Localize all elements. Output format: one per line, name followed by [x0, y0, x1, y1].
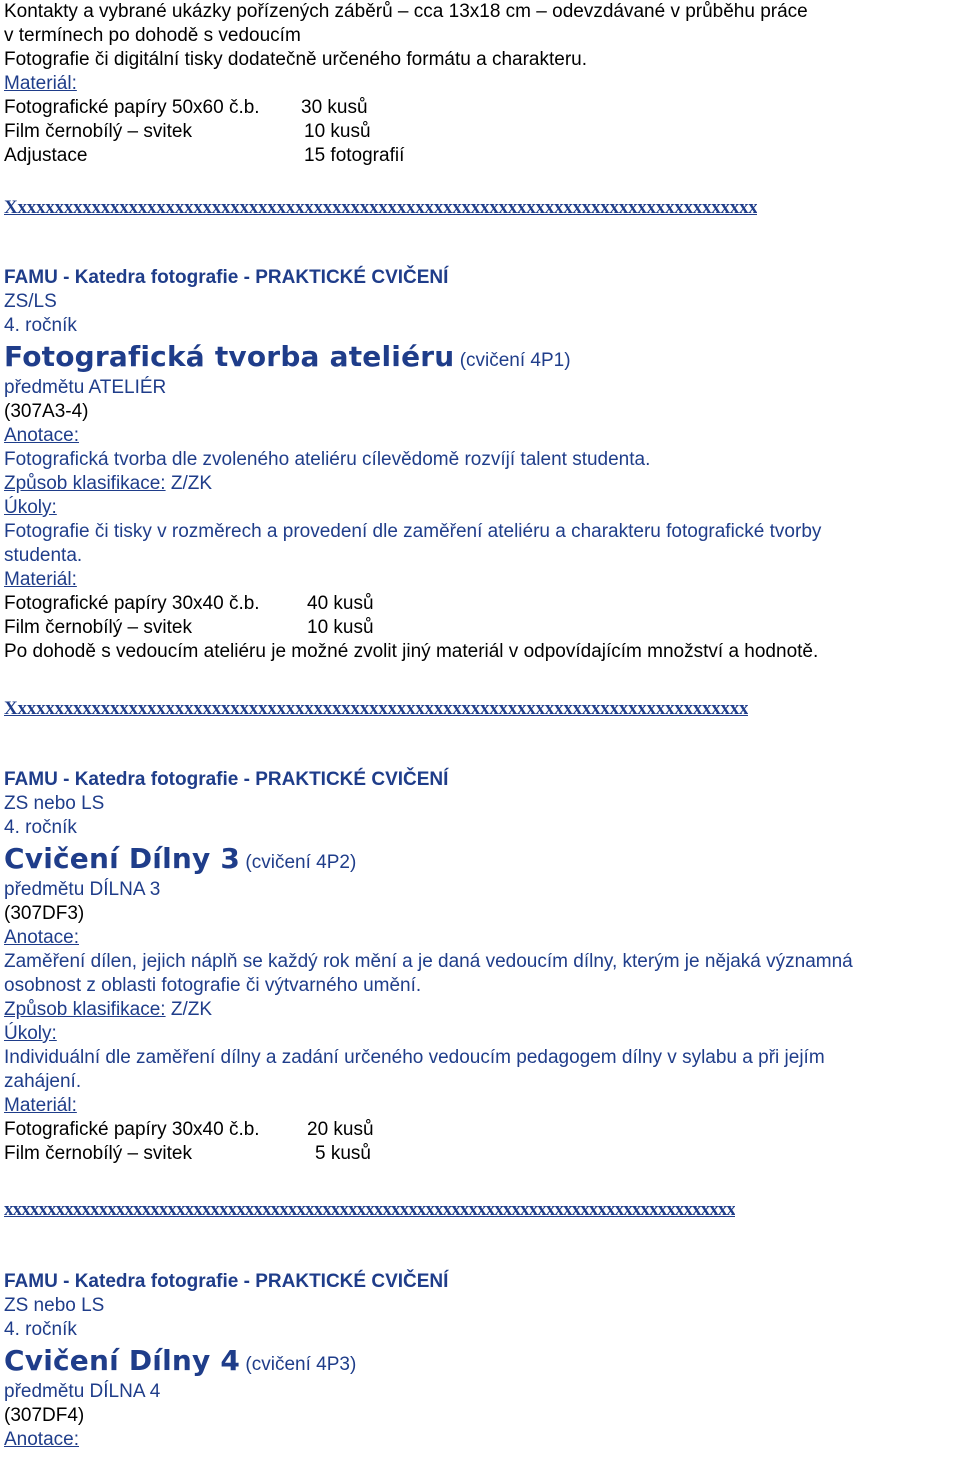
annotation-label: Anotace:	[4, 1429, 79, 1450]
course-title-note: (cvičení 4P1)	[459, 350, 571, 371]
course-code: (307A3-4)	[4, 401, 89, 422]
tasks-label: Úkoly:	[4, 1023, 57, 1044]
material-item-qty: 10 kusů	[307, 617, 374, 638]
material-item-name: Fotografické papíry 50x60 č.b.	[4, 97, 260, 118]
course-title-note: (cvičení 4P2)	[245, 852, 357, 873]
material-label: Materiál:	[4, 1095, 77, 1116]
annotation-text-line-2: osobnost z oblasti fotografie či výtvarného umění.	[4, 975, 422, 996]
course-title-note: (cvičení 4P3)	[245, 1354, 357, 1375]
separator-line: Xxxxxxxxxxxxxxxxxxxxxxxxxxxxxxxxxxxxxxxxxxxxxxxxxxxxxxxxxxxxxxxxxxxxxxxxxxxxxxxxx	[4, 197, 758, 218]
section-year: 4. ročník	[4, 1319, 77, 1340]
section-year: 4. ročník	[4, 817, 77, 838]
intro-line-3: Fotografie či digitální tisky dodatečně určeného formátu a charakteru.	[4, 49, 587, 70]
separator-line: xxxxxxxxxxxxxxxxxxxxxxxxxxxxxxxxxxxxxxxxxxxxxxxxxxxxxxxxxxxxxxxxxxxxxxxxxxxxxxxxxxxxx	[4, 1199, 736, 1220]
annotation-text: Fotografická tvorba dle zvoleného ateliéru cílevědomě rozvíjí talent studenta.	[4, 449, 651, 470]
material-item-qty: 30 kusů	[301, 97, 368, 118]
material-item-name: Film černobílý – svitek	[4, 617, 192, 638]
classification-label: Způsob klasifikace:	[4, 473, 166, 494]
section-term: ZS/LS	[4, 291, 57, 312]
material-item	[4, 144, 808, 168]
material-note: Po dohodě s vedoucím ateliéru je možné zvolit jiný materiál v odpovídajícím množství a hodnotě.	[4, 641, 819, 662]
material-label: Materiál:	[4, 73, 77, 94]
material-item	[4, 1142, 853, 1166]
tasks-label: Úkoly:	[4, 497, 57, 518]
material-item-name: Adjustace	[4, 145, 88, 166]
section-header: FAMU - Katedra fotografie - PRAKTICKÉ CVIČENÍ	[4, 1271, 449, 1292]
classification-label: Způsob klasifikace:	[4, 999, 166, 1020]
annotation-text-line-1: Zaměření dílen, jejich náplň se každý rok mění a je daná vedoucím dílny, kterým je nějaká významná	[4, 951, 853, 972]
course-title: Cvičení Dílny 3	[4, 842, 241, 875]
course-subject: předmětu DÍLNA 3	[4, 879, 161, 900]
section-header: FAMU - Katedra fotografie - PRAKTICKÉ CVIČENÍ	[4, 769, 449, 790]
classification-value: Z/ZK	[170, 473, 213, 494]
intro-line-2: v termínech po dohodě s vedoucím	[4, 25, 301, 46]
material-label: Materiál:	[4, 569, 77, 590]
tasks-text-line-1: Individuální dle zaměření dílny a zadání určeného vedoucím pedagogem dílny v sylabu a při jejím	[4, 1047, 825, 1068]
course-title-row	[4, 840, 853, 878]
material-item-qty: 20 kusů	[307, 1119, 374, 1140]
course-subject: předmětu DÍLNA 4	[4, 1381, 161, 1402]
tasks-text-line-2: studenta.	[4, 545, 83, 566]
material-item-qty: 15 fotografií	[304, 145, 405, 166]
classification-value: Z/ZK	[170, 999, 213, 1020]
material-item-name: Film černobílý – svitek	[4, 1143, 192, 1164]
annotation-label: Anotace:	[4, 425, 79, 446]
material-item-name: Fotografické papíry 30x40 č.b.	[4, 593, 260, 614]
course-subject: předmětu ATELIÉR	[4, 377, 167, 398]
material-item	[4, 592, 821, 616]
material-item	[4, 96, 808, 120]
material-item-name: Film černobílý – svitek	[4, 121, 192, 142]
course-code: (307DF4)	[4, 1405, 85, 1426]
section-term: ZS nebo LS	[4, 1295, 105, 1316]
section-header: FAMU - Katedra fotografie - PRAKTICKÉ CVIČENÍ	[4, 267, 449, 288]
separator-line: Xxxxxxxxxxxxxxxxxxxxxxxxxxxxxxxxxxxxxxxxxxxxxxxxxxxxxxxxxxxxxxxxxxxxxxxxxxxxxxxx	[4, 698, 749, 719]
course-title-row	[4, 338, 821, 376]
classification-row	[4, 472, 821, 496]
course-title: Cvičení Dílny 4	[4, 1344, 241, 1377]
material-item-qty: 5 kusů	[315, 1143, 371, 1164]
course-section-3	[4, 1270, 448, 1452]
tasks-text-line-1: Fotografie či tisky v rozměrech a provedení dle zaměření ateliéru a charakteru fotografické tvorby	[4, 521, 822, 542]
material-item-qty: 10 kusů	[304, 121, 371, 142]
material-item-name: Fotografické papíry 30x40 č.b.	[4, 1119, 260, 1140]
material-item	[4, 120, 808, 144]
material-item	[4, 1118, 853, 1142]
intro-block	[4, 0, 808, 168]
material-item	[4, 616, 821, 640]
section-year: 4. ročník	[4, 315, 77, 336]
course-code: (307DF3)	[4, 903, 85, 924]
course-title: Fotografická tvorba ateliéru	[4, 340, 455, 373]
course-section-1	[4, 266, 821, 664]
course-section-2	[4, 768, 853, 1166]
tasks-text-line-2: zahájení.	[4, 1071, 82, 1092]
course-title-row	[4, 1342, 448, 1380]
classification-row	[4, 998, 853, 1022]
annotation-label: Anotace:	[4, 927, 79, 948]
section-term: ZS nebo LS	[4, 793, 105, 814]
intro-line-1: Kontakty a vybrané ukázky pořízených záběrů – cca 13x18 cm – odevzdávané v průběhu práce	[4, 1, 808, 22]
material-item-qty: 40 kusů	[307, 593, 374, 614]
